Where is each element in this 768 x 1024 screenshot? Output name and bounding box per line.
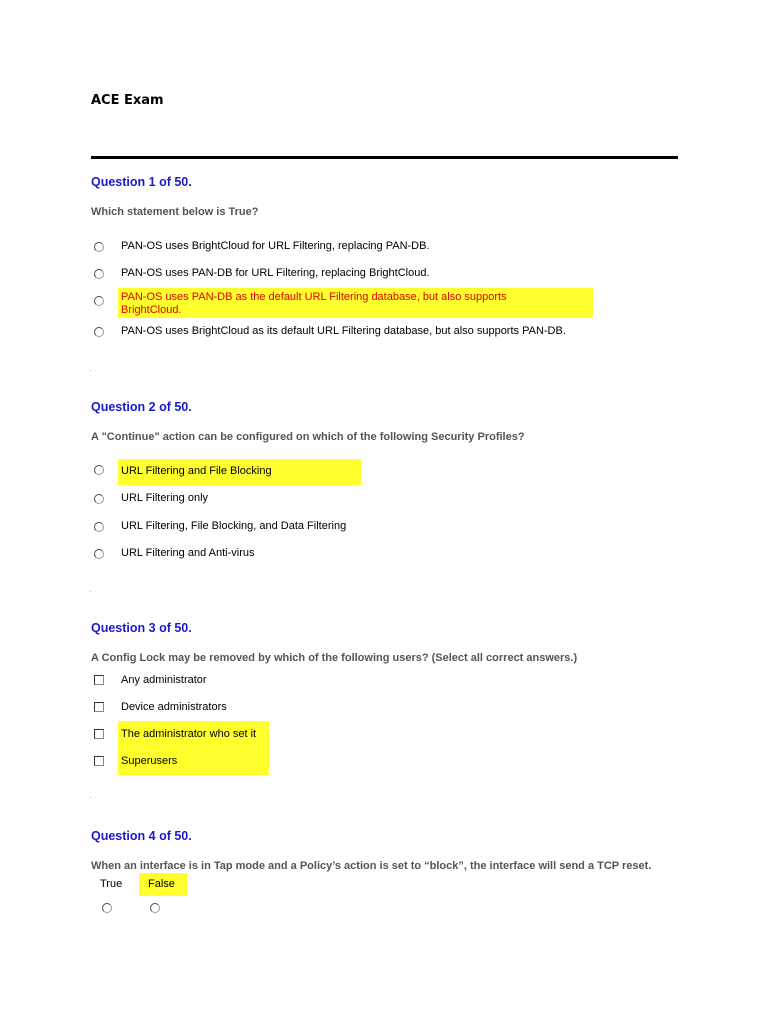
question-1-option-4[interactable]	[92, 323, 678, 345]
checkbox[interactable]	[94, 729, 104, 739]
radio-button[interactable]	[94, 242, 104, 252]
option-label: Superusers	[121, 755, 178, 767]
option-label: PAN-OS uses PAN-DB for URL Filtering, replacing BrightCloud.	[121, 267, 430, 279]
question-3-heading: Question 3 of 50.	[91, 621, 192, 635]
question-1-option-2[interactable]	[92, 265, 678, 287]
false-label: False	[148, 878, 175, 890]
radio-button[interactable]	[94, 269, 104, 279]
question-3-text: A Config Lock may be removed by which of the following users? (Select all correct answers.)	[91, 652, 578, 664]
option-label: The administrator who set it	[121, 728, 257, 740]
question-2-option-2[interactable]	[92, 490, 678, 512]
option-label: URL Filtering and Anti-virus	[121, 547, 255, 559]
option-label: Device administrators	[121, 701, 227, 713]
question-2-option-4[interactable]	[92, 545, 678, 567]
question-1-option-1[interactable]	[92, 238, 678, 260]
option-label: PAN-OS uses BrightCloud for URL Filtering, replacing PAN-DB.	[121, 240, 430, 252]
option-label: Any administrator	[121, 674, 207, 686]
option-label: PAN-OS uses BrightCloud as its default URL Filtering database, but also supports PAN-DB.	[121, 325, 566, 337]
radio-button[interactable]	[94, 465, 104, 475]
question-1-heading: Question 1 of 50.	[91, 175, 192, 189]
question-3-option-3[interactable]	[92, 726, 678, 748]
page-title: ACE Exam	[91, 93, 164, 108]
radio-button[interactable]	[94, 549, 104, 559]
radio-button[interactable]	[94, 327, 104, 337]
false-radio-button[interactable]	[150, 903, 160, 913]
option-label: PAN-OS uses PAN-DB as the default URL Filtering database, but also supports BrightCloud.	[121, 291, 507, 316]
option-label: URL Filtering only	[121, 492, 209, 504]
true-label: True	[100, 878, 123, 890]
question-1-text: Which statement below is True?	[91, 206, 259, 218]
option-label: URL Filtering and File Blocking	[121, 465, 272, 477]
question-2-option-1[interactable]	[92, 459, 678, 485]
question-2-option-3[interactable]	[92, 518, 678, 540]
option-label: URL Filtering, File Blocking, and Data Filtering	[121, 520, 347, 532]
checkbox[interactable]	[94, 756, 104, 766]
checkbox[interactable]	[94, 702, 104, 712]
separator-dot	[90, 797, 91, 798]
question-2-heading: Question 2 of 50.	[91, 400, 192, 414]
question-1-option-3[interactable]	[92, 288, 678, 318]
question-4-heading: Question 4 of 50.	[91, 829, 192, 843]
question-2-text: A "Continue" action can be configured on which of the following Security Profiles?	[91, 431, 525, 443]
question-3-option-2[interactable]	[92, 699, 678, 721]
radio-button[interactable]	[94, 522, 104, 532]
question-4-text: When an interface is in Tap mode and a Policy’s action is set to “block”, the interface will send a TCP reset.	[91, 860, 652, 872]
separator-dot	[90, 370, 91, 371]
title-divider	[91, 156, 678, 159]
radio-button[interactable]	[94, 296, 104, 306]
question-3-option-4[interactable]	[92, 753, 678, 775]
radio-button[interactable]	[94, 494, 104, 504]
true-radio-button[interactable]	[102, 903, 112, 913]
separator-dot	[90, 591, 91, 592]
checkbox[interactable]	[94, 675, 104, 685]
question-3-option-1[interactable]	[92, 672, 678, 694]
